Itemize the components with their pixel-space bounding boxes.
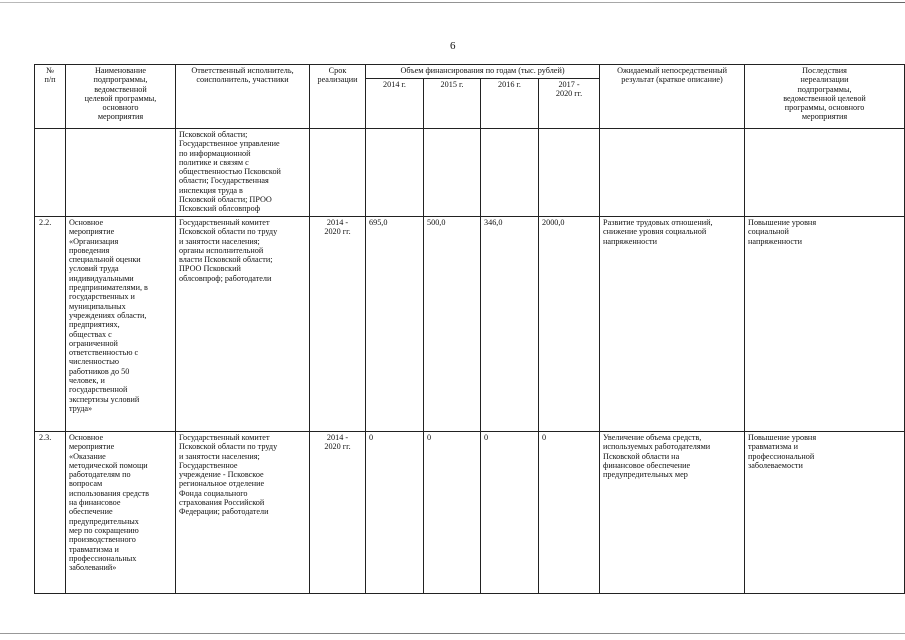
row-term: 2014 - 2020 гг.: [310, 217, 366, 432]
program-measures-table: [34, 64, 905, 594]
header-name: Наименование подпрограммы, ведомственной целевой программы, основного мероприятия: [66, 65, 176, 129]
page-number: 6: [450, 40, 456, 52]
scan-edge-bottom: [0, 633, 905, 634]
row-2017-2020: 0: [539, 432, 600, 594]
row-executor: Псковской области; Государственное управление по информационной политике и связям с общественностью Псковской области; Государственная инспекция труда в Псковской области; ПРОО Псковский облсовпроф: [176, 129, 310, 217]
row-2017-2020: 2000,0: [539, 217, 600, 432]
row-2016: 0: [481, 432, 539, 594]
row-result: [600, 129, 745, 217]
row-consequences: Повышение уровня социальной напряженности: [745, 217, 905, 432]
row-2017-2020: [539, 129, 600, 217]
header-financing: Объем финансирования по годам (тыс. рублей): [366, 65, 600, 79]
row-2014: [366, 129, 424, 217]
row-num: 2.2.: [35, 217, 66, 432]
header-num: № п/п: [35, 65, 66, 129]
row-consequences: Повышение уровня травматизма и профессиональной заболеваемости: [745, 432, 905, 594]
row-term: [310, 129, 366, 217]
header-year-2016: 2016 г.: [481, 79, 539, 129]
row-2015: 500,0: [424, 217, 481, 432]
row-result: Увеличение объема средств, используемых работодателями Псковской области на финансовое обеспечение предупредительных мер: [600, 432, 745, 594]
row-executor: Государственный комитет Псковской области по труду и занятости населения; органы исполнительной власти Псковской области; ПРОО Псковский облсовпроф; работодатели: [176, 217, 310, 432]
header-year-2014: 2014 г.: [366, 79, 424, 129]
row-2015: 0: [424, 432, 481, 594]
row-term: 2014 - 2020 гг.: [310, 432, 366, 594]
header-year-2017-2020: 2017 - 2020 гг.: [539, 79, 600, 129]
row-name: Основное мероприятие «Оказание методической помощи работодателям по вопросам использования средств на финансовое обеспечение предупредительных мер по сокращению производственного травматизма и профессиональных заболеваний»: [66, 432, 176, 594]
scan-edge-top: [0, 2, 905, 3]
row-result: Развитие трудовых отношений, снижение уровня социальной напряженности: [600, 217, 745, 432]
row-name: Основное мероприятие «Организация проведения специальной оценки условий труда индивидуальными предпринимателями, в государственных и муниципальных учреждениях области, предприятиях, обществах с ограниченной ответственностью с численностью работников до 50 человек, и государственной экспертизы условий труда»: [66, 217, 176, 432]
row-2015: [424, 129, 481, 217]
row-2016: 346,0: [481, 217, 539, 432]
table-row: [35, 129, 905, 217]
table-row: [35, 217, 905, 432]
table-row: [35, 432, 905, 594]
header-consequences: Последствия нереализации подпрограммы, ведомственной целевой программы, основного мероприятия: [745, 65, 905, 129]
row-executor: Государственный комитет Псковской области по труду и занятости населения; Государственное учреждение - Псковское региональное отделение Фонда социального страхования Российской Федерации; работодатели: [176, 432, 310, 594]
row-num: 2.3.: [35, 432, 66, 594]
header-year-2015: 2015 г.: [424, 79, 481, 129]
row-2014: 695,0: [366, 217, 424, 432]
header-executor: Ответственный исполнитель, соисполнитель, участники: [176, 65, 310, 129]
row-name: [66, 129, 176, 217]
header-result: Ожидаемый непосредственный результат (краткое описание): [600, 65, 745, 129]
row-consequences: [745, 129, 905, 217]
row-2014: 0: [366, 432, 424, 594]
row-2016: [481, 129, 539, 217]
header-term: Срок реализации: [310, 65, 366, 129]
row-num: [35, 129, 66, 217]
